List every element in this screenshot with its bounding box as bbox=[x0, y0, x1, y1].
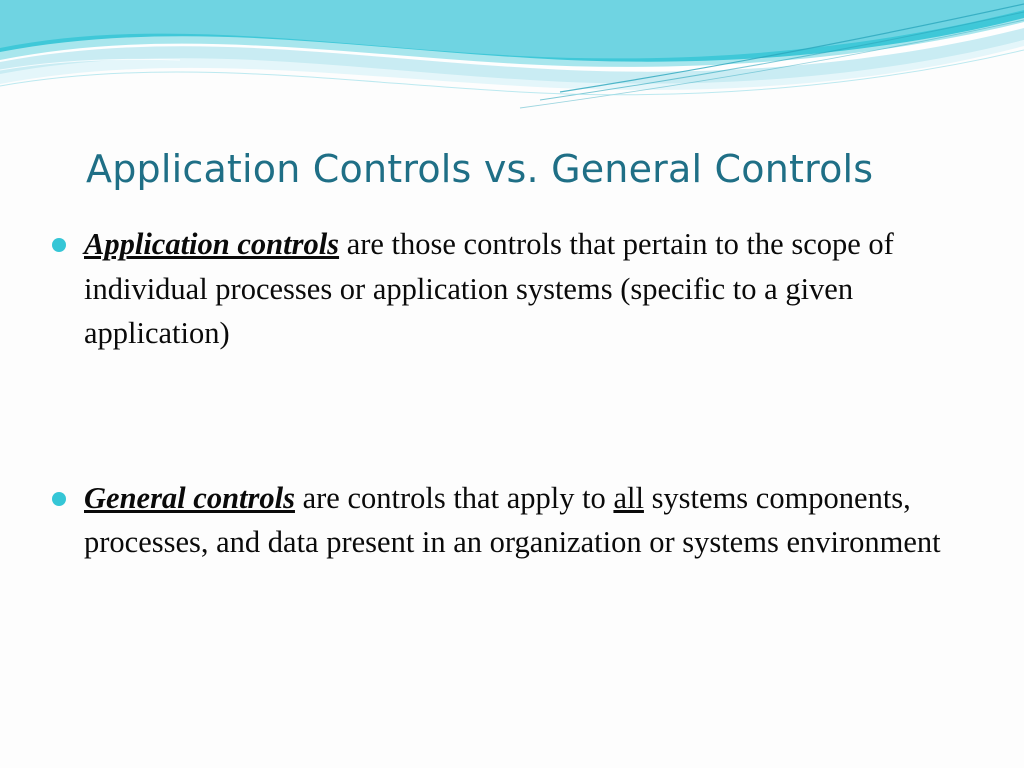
bullet-body-2a: are controls that apply to bbox=[294, 480, 614, 515]
list-item bbox=[52, 476, 982, 565]
bullet-dot-icon bbox=[52, 492, 66, 506]
bullet-lead-term-2: General controls bbox=[84, 480, 295, 515]
list-item bbox=[52, 222, 982, 356]
bullet-text-1 bbox=[84, 222, 982, 356]
slide-body bbox=[52, 222, 982, 565]
bullet-text-2 bbox=[84, 476, 982, 565]
bullet-emphasis-2: all bbox=[613, 480, 644, 515]
bullet-lead-term-1: Application controls bbox=[84, 227, 340, 261]
bullet-body-1: are those controls that pertain to the scope of individual processes or application systems (specific to a given application) bbox=[84, 227, 894, 351]
bullet-spacer bbox=[52, 356, 982, 476]
bullet-body-2b: systems components, processes, and data present in an organization or systems environment bbox=[84, 480, 941, 560]
bullet-dot-icon bbox=[52, 238, 66, 252]
page-title: Application Controls vs. General Controls bbox=[86, 147, 874, 191]
teal-wave-banner-icon bbox=[0, 0, 1024, 120]
